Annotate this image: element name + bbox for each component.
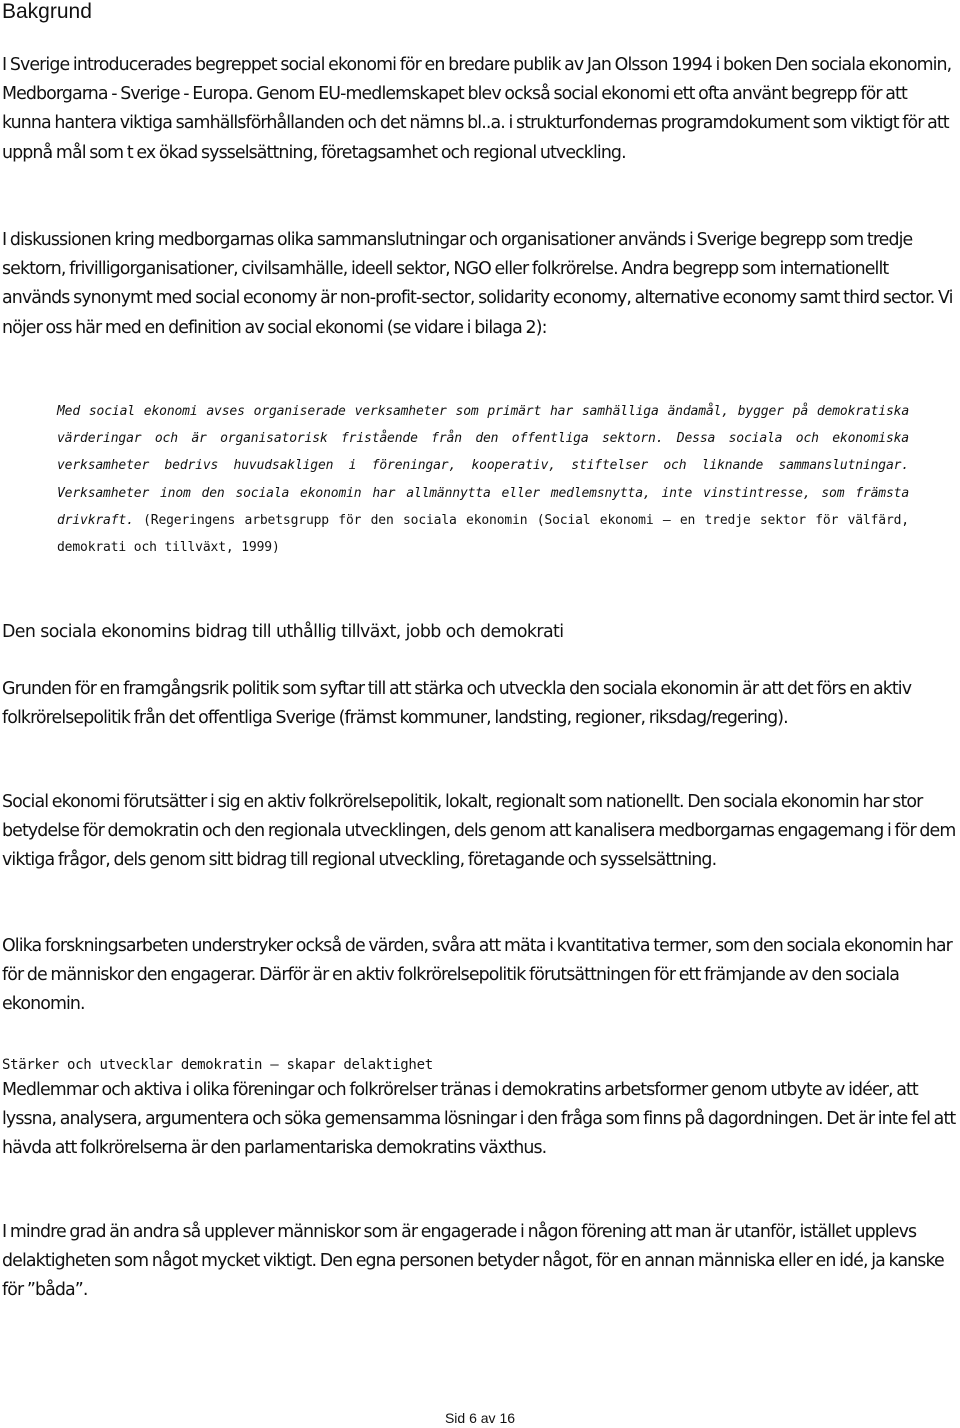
- section-heading-bakgrund: Bakgrund: [2, 0, 92, 23]
- paragraph-prerequisite: Social ekonomi förutsätter i sig en aktiv folkrörelsepolitik, lokalt, regionalt som nationellt. Den sociala ekonomin har stor betydelse för demokratin och den regionala utvecklingen, dels genom att kanalisera medborgarnas engagemang i för dem viktiga frågor, dels genom sitt bidrag till regional utveckling, företagande och sysselsättning.: [2, 792, 956, 871]
- page-number: Sid 6 av 16: [444, 1410, 516, 1426]
- subheading-democracy: Stärker och utvecklar demokratin – skapar delaktighet: [2, 1057, 433, 1073]
- paragraph-policy: Grunden för en framgångsrik politik som syftar till att stärka och utveckla den sociala ekonomin är att det förs en aktiv folkrörelsepolitik från det offentliga Sverige (främst kommuner, landsting, regioner, riksdag/regering).: [2, 679, 912, 729]
- paragraph-research: Olika forskningsarbeten understryker också de värden, svåra att mäta i kvantitativa termer, som den sociala ekonomin har för de människor den engagerar. Därför är en aktiv folkrörelsepolitik förutsättningen för ett främjande av den sociala ekonomin.: [2, 936, 952, 1015]
- definition-quote: [57, 398, 909, 561]
- section-title-growth: Den sociala ekonomins bidrag till uthållig tillväxt, jobb och demokrati: [2, 622, 564, 642]
- paragraph-terminology: I diskussionen kring medborgarnas olika sammanslutningar och organisationer används i Sverige begrepp som tredje sektorn, frivilligorganisationer, civilsamhälle, ideell sektor, NGO eller folkrörelse. Andra begrepp som internationellt används synonymt med social economy är non-profit-sector, solidarity economy, alternative economy samt third sector. Vi nöjer oss här med en definition av social ekonomi (se vidare i bilaga 2):: [2, 230, 953, 338]
- paragraph-members: Medlemmar och aktiva i olika föreningar och folkrörelser tränas i demokratins arbetsformer genom utbyte av idéer, att lyssna, analysera, argumentera och söka gemensamma lösningar i den fråga som finns på dagordningen. Det är inte fel att hävda att folkrörelserna är den parlamentariska demokratins växthus.: [2, 1080, 956, 1159]
- definition-source: (Regeringens arbetsgrupp för den sociala ekonomin (Social ekonomi – en tredje sektor för välfärd, demokrati och tillväxt, 1999): [57, 512, 909, 556]
- paragraph-background: I Sverige introducerades begreppet social ekonomi för en bredare publik av Jan Olsson 1994 i boken Den sociala ekonomin, Medborgarna - Sverige - Europa. Genom EU-medlemskapet blev också social ekonomi ett ofta använt begrepp för att kunna hantera viktiga samhällsförhållanden och det nämns bl..a. i strukturfondernas programdokument som viktigt för att uppnå mål som t ex ökad sysselsättning, företagsamhet och regional utveckling.: [2, 55, 952, 163]
- definition-text: Med social ekonomi avses organiserade verksamheter som primärt har samhälliga ändamål, bygger på demokratiska värderingar och är organisatorisk fristående från den offentliga sektorn. Dessa sociala och ekonomiska verksamheter bedrivs huvudsakligen i föreningar, kooperativ, stiftelser och liknande sammanslutningar. Verksamheter inom den sociala ekonomin har allmännytta eller medlemsnytta, inte vinstintresse, som främsta drivkraft.: [57, 404, 909, 528]
- paragraph-participation: I mindre grad än andra så upplever människor som är engagerade i någon förening att man är utanför, istället upplevs delaktigheten som något mycket viktigt. Den egna personen betyder något, för en annan människa eller en idé, ja kanske för ”båda”.: [2, 1222, 944, 1301]
